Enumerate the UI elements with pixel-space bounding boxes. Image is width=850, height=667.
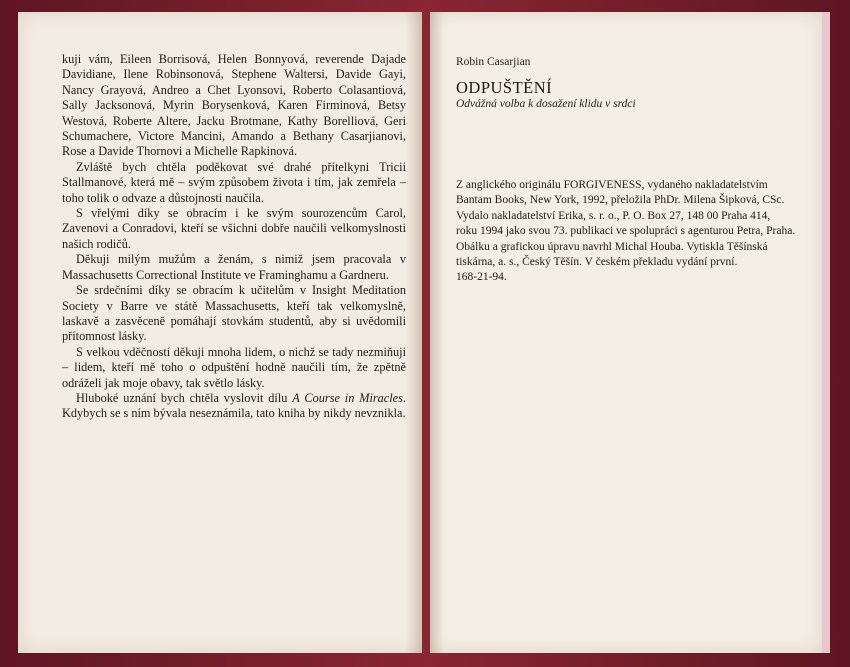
acknowledgement-paragraph-last	[62, 391, 406, 422]
acknowledgements-text	[62, 52, 406, 422]
imprint-line: Vydalo nakladatelství Erika, s. r. o., P. O. Box 27, 148 00 Praha 414,	[456, 209, 771, 222]
acknowledgement-paragraph: Zvláště bych chtěla poděkovat své drahé přítelkyni Tricii Stallmanové, která mě – svým způsobem života i tím, jak zemřela – toho tolik o odvaze a důstojnosti naučila.	[62, 159, 406, 205]
right-page	[430, 12, 822, 653]
acknowledgement-paragraph: S velkou vděčností děkuji mnoha lidem, o nichž se tady nezmiňuji – lidem, kteří mě toho o odpuštění hodně naučili tím, že zpětně odráželi jak moje obavy, tak světlo lásky.	[62, 344, 406, 390]
acknowledgement-paragraph: S vřelými díky se obracím i ke svým sourozencům Carol, Zavenovi a Conradovi, kteří se všichni dobře naučili velkomyslnosti našich rodičů.	[62, 206, 406, 251]
paragraph-lead: Hluboké uznání bych chtěla vyslovit dílu	[76, 390, 293, 405]
gutter-shadow	[430, 12, 444, 653]
imprint-line: Obálku a grafickou úpravu navrhl Michal Houba. Vytiskla Těšínská	[456, 240, 768, 253]
book-author: Robin Casarjian	[456, 56, 531, 68]
imprint-line: Z anglického originálu FORGIVENESS, vydaného nakladatelstvím	[456, 179, 768, 191]
paragraph-tail: . Kdybych se s ním bývala neseznámila, tato kniha by nikdy nevznikla.	[62, 390, 406, 421]
acknowledgement-paragraph: Se srdečními díky se obracím k učitelům v Insight Meditation Society v Barre ve státě Massachusetts, kteří tak velkomyslně, laskavě a zasvěceně pomáhají stovkám studentů, aby si uvědomili přítomnost lásky.	[62, 283, 406, 344]
imprint-line: 168-21-94.	[456, 271, 507, 284]
imprint-line: Bantam Books, New York, 1992, přeložila PhDr. Milena Šipková, CSc.	[456, 194, 785, 207]
imprint-line: tiskárna, a. s., Český Těšín. V českém překladu vydání první.	[456, 256, 738, 269]
cited-book-title: A Course in Miracles	[292, 390, 403, 405]
imprint-line: roku 1994 jako svou 73. publikaci ve spolupráci s agenturou Petra, Praha.	[456, 225, 796, 238]
gutter-shadow	[406, 12, 422, 653]
acknowledgement-paragraph: Děkuji milým mužům a ženám, s nimiž jsem pracovala v Massachusetts Correctional Institute ve Framinghamu a Gardneru.	[62, 252, 406, 282]
left-page	[18, 12, 422, 653]
book-subtitle: Odvážná volba k dosažení klidu v srdci	[456, 98, 636, 110]
acknowledgement-paragraph: kuji vám, Eileen Borrisová, Helen Bonnyová, reverende Dajade Davidiane, Ilene Robinsonová, Stephene Waltersi, Davide Gayi, Nancy Grayová, Andreo a Chet Lyonsovi, Roberto Colasantiová, Sally Jacksonová, Myrin Borysenková, Karen Firminová, Betsy Westová, Roberte Altere, Jacku Brotmane, Kathy Borelliová, Geri Schumachere, Victore Mancini, Amando a Bethany Casarjianovi, Rose a Davide Thornovi a Michelle Rapkinová.	[62, 52, 406, 159]
imprint-block	[456, 178, 796, 286]
book-title: ODPUŠTĚNÍ	[456, 78, 553, 97]
